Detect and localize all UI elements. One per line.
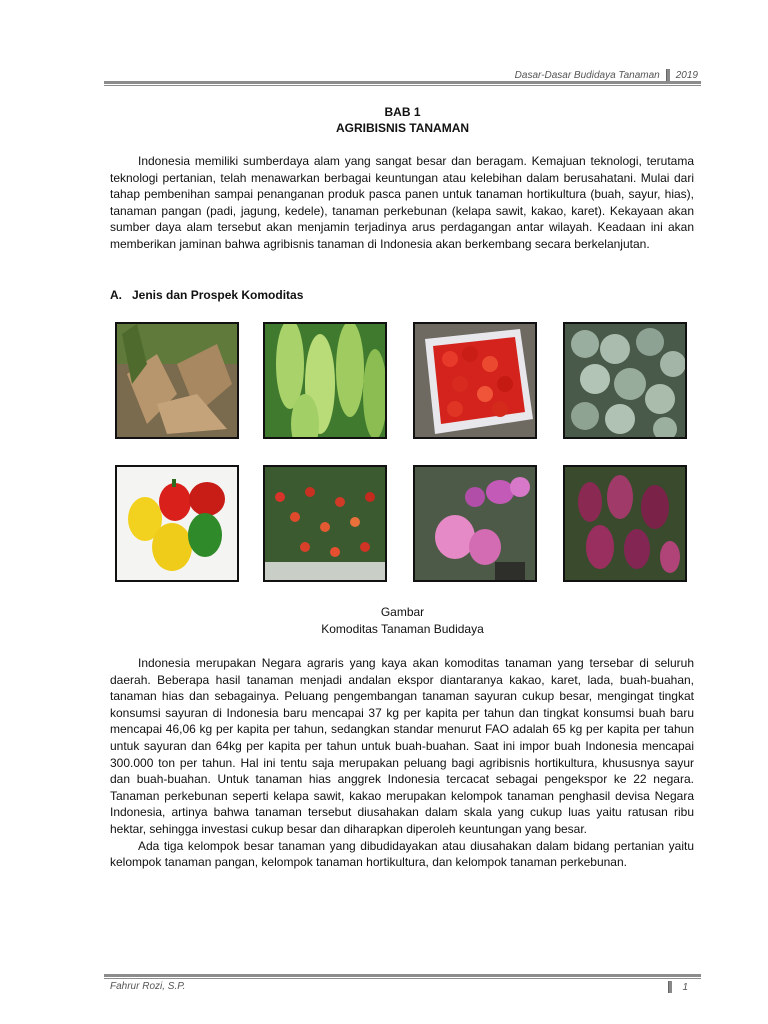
chapter-number: BAB 1 — [384, 105, 421, 119]
header-year: 2019 — [675, 69, 698, 81]
paragraph-body — [110, 655, 694, 871]
photo-cacao-pods — [563, 465, 687, 582]
paragraph-groups — [110, 838, 694, 871]
footer-author: Fahrur Rozi, S.P. — [110, 981, 186, 992]
chapter-title: AGRIBISNIS TANAMAN — [335, 121, 470, 135]
chapter-heading — [104, 104, 701, 136]
section-title: Jenis dan Prospek Komoditas — [132, 288, 304, 302]
paragraph-groups-text: Ada tiga kelompok besar tanaman yang dibudidayakan atau diusahakan dalam bidang pertanian yaitu kelompok tanaman pangan, kelompok tanaman hortikultura, dan kelompok tanaman perkebunan. — [110, 838, 694, 870]
paragraph-intro-text: Indonesia memiliki sumberdaya alam yang sangat besar dan beragam. Kemajuan teknologi, terutama teknologi pertanian, telah menawarkan berbagai keuntungan atau kelebihan dalam berusahatani. Mulai dari tahap pembenihan sampai penanganan produk pasca panen untuk tanaman hortikultura (buah, sayur, hias), tanaman pangan (padi, jagung, kedele), tanaman perkebunan (kelapa sawit, kakao, karet). Kekayaan akan sumber daya alam tersebut akan menjamin terjadinya arus perdagangan antar wilayah. Keadaan ini akan memberikan jaminan bahwa agribisnis tanaman di Indonesia akan berkembang secara berkelanjutan. — [110, 154, 694, 251]
photo-corn — [263, 322, 387, 439]
paragraph-commodities — [110, 655, 694, 838]
paragraph-intro — [110, 153, 694, 253]
photo-tomatoes-in-crate — [413, 322, 537, 439]
page-number: 1 — [682, 981, 688, 993]
running-header — [515, 69, 698, 81]
footer-separator — [668, 981, 672, 993]
photo-tomato-plant — [263, 465, 387, 582]
photo-cassava — [115, 322, 239, 439]
footer-page — [668, 981, 688, 993]
photo-leafy-crop — [563, 322, 687, 439]
footer-rule — [104, 974, 701, 979]
paragraph-commodities-text: Indonesia merupakan Negara agraris yang kaya akan komoditas tanaman yang tersebar di seluruh daerah. Beberapa hasil tanaman menjadi andalan ekspor diantaranya kakao, karet, lada, buah-buahan, tanaman hias dan sebagainya. Peluang pengembangan tanaman sayuran cukup besar, mengingat tingkat konsumsi sayuran di Indonesia baru mencapai 37 kg per kapita per tahun dan tingkat konsumsi buah baru mencapai 46,06 kg per kapita per tahun, sedangkan standar menurut FAO adalah 65 kg per kapita per tahun untuk sayuran dan 64kg per kapita per tahun untuk buah-buahan. Saat ini impor buah Indonesia mencapai 300.000 ton per tahun. Hal ini tentu saja merupakan peluang bagi agribisnis hortikultura, khususnya sayur dan buah-buahan. Untuk tanaman hias anggrek Indonesia tercacat sebagai pengekspor ke 22 negara. Tanaman perkebunan seperti kelapa sawit, kakao merupakan kelompok tanaman penghasil devisa Negara Indonesia, artinya bahwa tanaman tersebut diusahakan dalam skala yang cukup luas yaitu ratusan ribu hektar, sehingga investasi cukup besar dan diharapkan diperoleh keuntungan yang besar. — [110, 656, 694, 836]
photo-bell-peppers — [115, 465, 239, 582]
figure-label: Gambar — [380, 605, 425, 619]
figure-caption — [104, 604, 701, 638]
header-title: Dasar-Dasar Budidaya Tanaman — [514, 69, 660, 81]
section-heading — [110, 288, 303, 302]
section-letter: A. — [110, 288, 122, 302]
photo-orchid — [413, 465, 537, 582]
header-separator — [666, 69, 670, 81]
header-rule — [104, 81, 701, 86]
figure-caption-text: Komoditas Tanaman Budidaya — [321, 622, 484, 636]
